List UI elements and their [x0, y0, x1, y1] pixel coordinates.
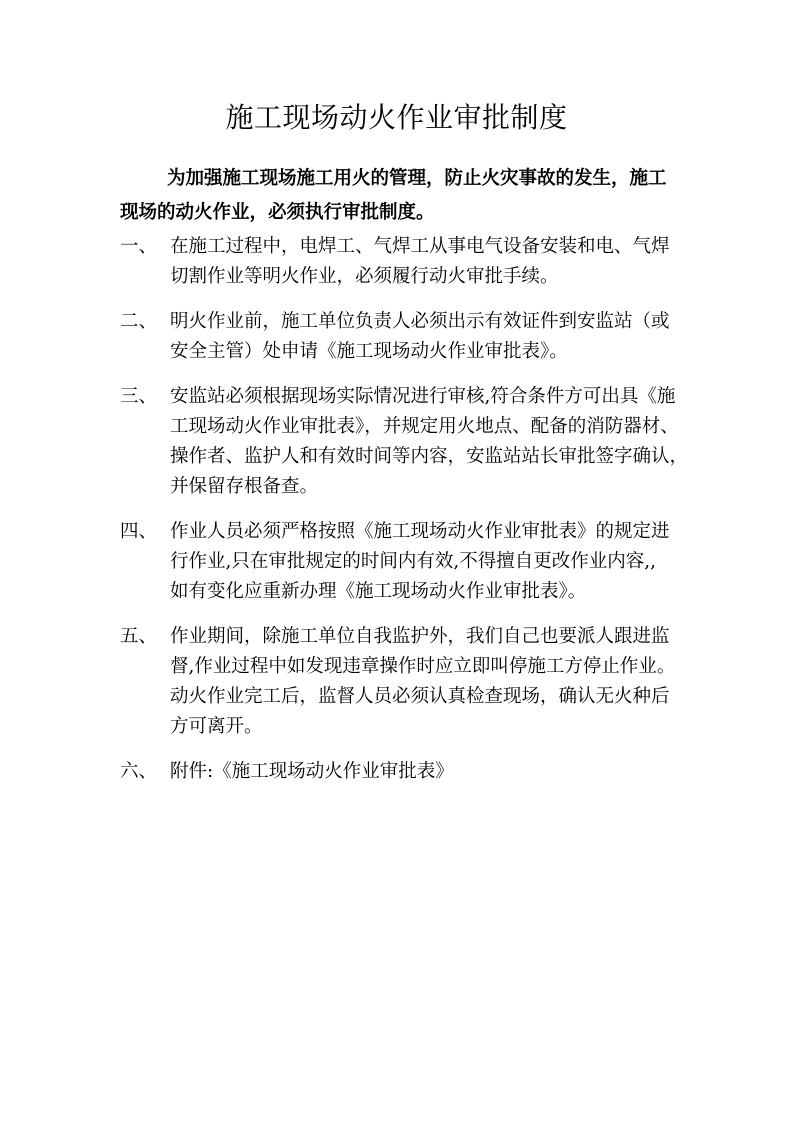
- text-line: 附件:《施工现场动火作业审批表》: [170, 761, 454, 782]
- text-line: 如有变化应重新办理《施工现场动火作业审批表》。: [170, 581, 587, 602]
- list-item-marker: 五、: [120, 626, 158, 647]
- list-item-text: [170, 382, 690, 502]
- list-item: [120, 307, 690, 367]
- list-item: [120, 622, 690, 742]
- intro-paragraph: [120, 162, 680, 230]
- list-item-text: [170, 517, 690, 607]
- numbered-list: [120, 232, 690, 802]
- text-line: 行作业,只在审批规定的时间内有效,不得擅自更改作业内容,,: [170, 551, 657, 572]
- list-item-marker: 一、: [120, 236, 158, 257]
- intro-line: 为加强施工现场施工用火的管理，防止火灾事故的发生，施工: [167, 168, 667, 189]
- text-line: 安监站必须根据现场实际情况进行审核,符合条件方可出具《施: [170, 386, 676, 407]
- text-line: 在施工过程中，电焊工、气焊工从事电气设备安装和电、气焊: [170, 236, 670, 257]
- text-line: 作业人员必须严格按照《施工现场动火作业审批表》的规定进: [170, 521, 670, 542]
- list-item-text: [170, 307, 690, 367]
- text-line: 工现场动火作业审批表》，并规定用火地点、配备的消防器材、: [170, 416, 679, 437]
- text-line: 明火作业前，施工单位负责人必须出示有效证件到安监站（或: [170, 311, 670, 332]
- text-line: 操作者、监护人和有效时间等内容，安监站站长审批签字确认，: [170, 446, 689, 467]
- list-item: [120, 757, 690, 787]
- text-line: 督,作业过程中如发现违章操作时应立即叫停施工方停止作业。: [170, 656, 676, 677]
- list-item: [120, 517, 690, 607]
- list-item-text: [170, 232, 690, 292]
- list-item-marker: 二、: [120, 311, 158, 332]
- text-line: 方可离开。: [170, 716, 263, 737]
- text-line: 安全主管）处申请《施工现场动火作业审批表》。: [170, 341, 568, 362]
- text-line: 作业期间，除施工单位自我监护外，我们自己也要派人跟进监: [170, 626, 670, 647]
- intro-line: 现场的动火作业，必须执行审批制度。: [120, 202, 435, 223]
- list-item: [120, 382, 690, 502]
- text-line: 切割作业等明火作业，必须履行动火审批手续。: [170, 266, 559, 287]
- document-title: 施工现场动火作业审批制度: [225, 101, 568, 134]
- list-item-marker: 四、: [120, 521, 158, 542]
- list-item: [120, 232, 690, 292]
- list-item-text: [170, 757, 690, 787]
- list-item-marker: 六、: [120, 761, 158, 782]
- text-line: 并保留存根备查。: [170, 476, 319, 497]
- text-line: 动火作业完工后，监督人员必须认真检查现场，确认无火种后: [170, 686, 670, 707]
- list-item-text: [170, 622, 690, 742]
- list-item-marker: 三、: [120, 386, 158, 407]
